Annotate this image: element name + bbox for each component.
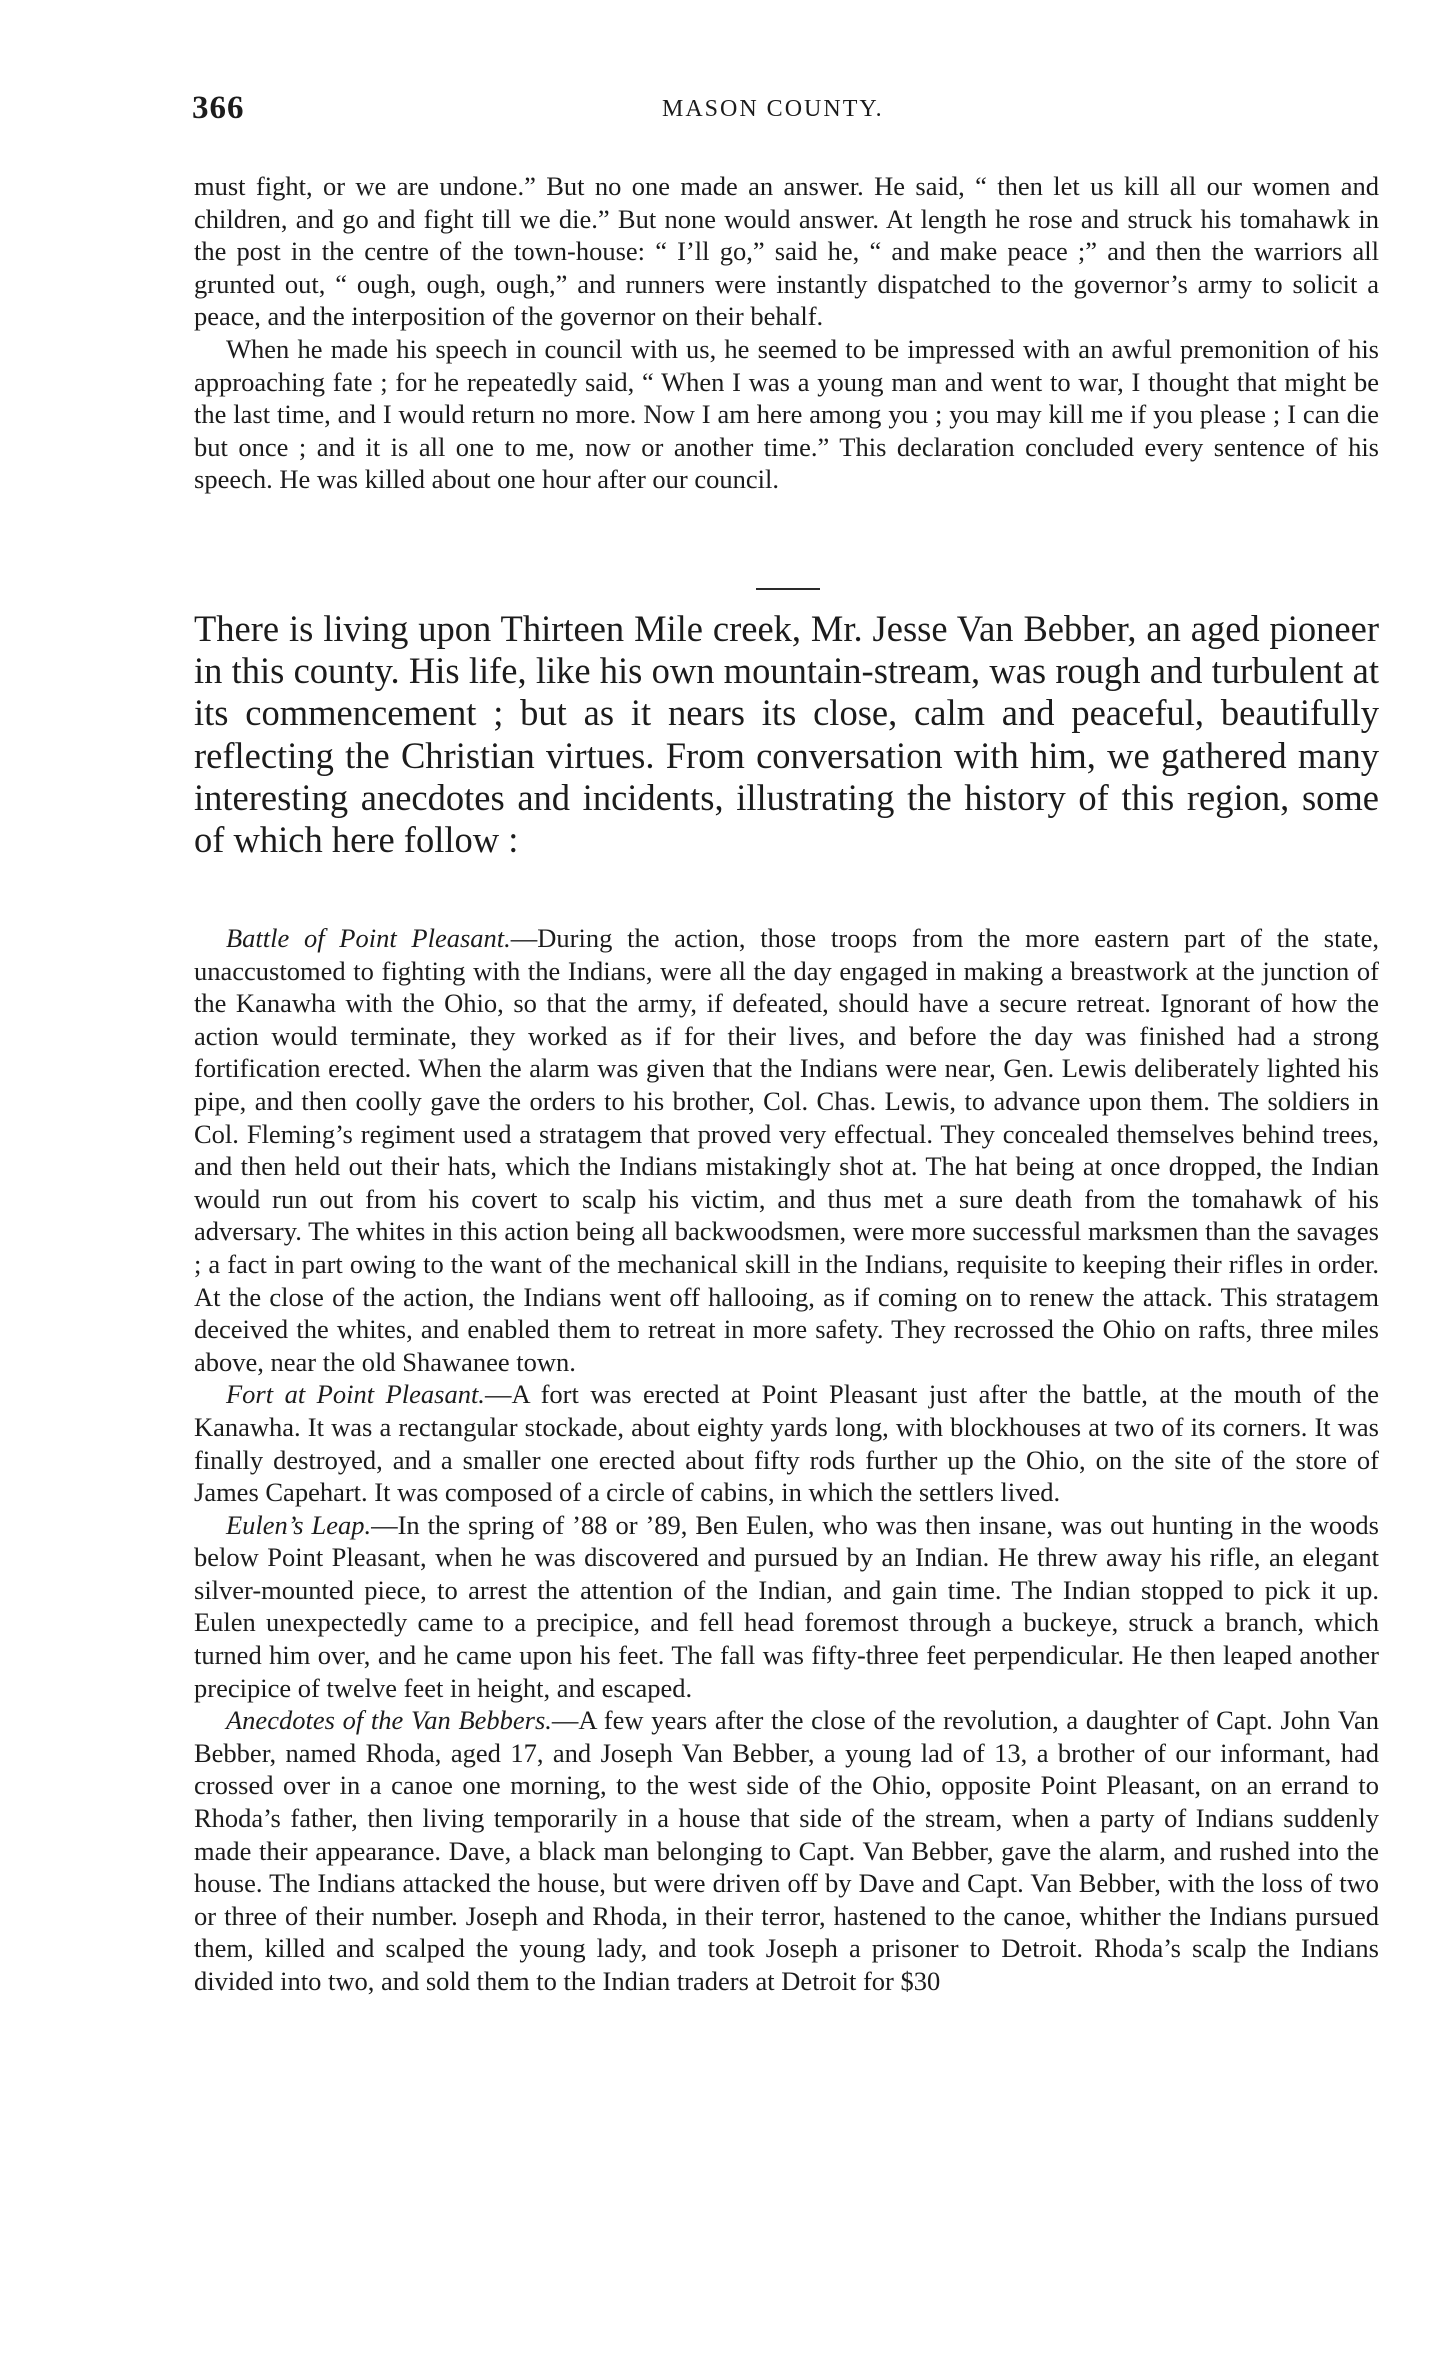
section-text: —In the spring of ’88 or ’89, Ben Eulen, who was then insane, was out hunting in the woods below Point Pleasant, when he was discovered and pursued by an Indian. He threw away his rifle, an elegant silver-mounted piece, to arrest the attention of the Indian, and gain time. The Indian stopped to pick it up. Eulen unexpectedly came to a precipice, and fell head foremost through a buckeye, struck a branch, which turned him over, and he came upon his feet. The fall was fifty-three feet perpendicular. He then leaped another precipice of twelve feet in height, and escaped. [194, 1509, 1379, 1703]
running-title: MASON COUNTY. [662, 96, 884, 122]
section-heading: Fort at Point Pleasant. [226, 1379, 485, 1410]
paragraph-continued: must fight, or we are undone.” But no one made an answer. He said, “ then let us kill all our women and children, and go and fight till we die.” But none would answer. At length he rose and struck his tomahawk in the post in the centre of the town-house: “ I’ll go,” said he, “ and make peace ;” and then the warriors all grunted out, “ ough, ough, ough,” and runners were instantly dispatched to the governor’s army to solicit a peace, and the interposition of the governor on their behalf. [194, 171, 1379, 332]
section-heading: Eulen’s Leap. [226, 1509, 372, 1540]
paragraph-speech: When he made his speech in council with us, he seemed to be impressed with an awful premonition of his approaching fate ; for he repeatedly said, “ When I was a young man and went to war, I thought that might be the last time, and I would return no more. Now I am here among you ; you may kill me if you please ; I can die but once ; and it is all one to me, now or another time.” This declaration concluded every sentence of his speech. He was killed about one hour after our council. [194, 333, 1379, 495]
section-text: —During the action, those troops from the more eastern part of the state, unaccustomed to fighting with the Indians, were all the day engaged in making a breastwork at the junction of the Kanawha with the Ohio, so that the army, if defeated, should have a secure retreat. Ignorant of how the action would terminate, they worked as if for their lives, and before the day was finished had a strong fortification erected. When the alarm was given that the Indians were near, Gen. Lewis deliberately lighted his pipe, and then coolly gave the orders to his brother, Col. Chas. Lewis, to advance upon them. The soldiers in Col. Fleming’s regiment used a stratagem that proved very effectual. They concealed themselves behind trees, and then held out their hats, which the Indians mistakingly shot at. The hat being at once dropped, the Indian would run out from his covert to scalp his victim, and thus met a sure death from the tomahawk of his adversary. The whites in this action being all backwoodsmen, were more successful marksmen than the savages ; a fact in part owing to the want of the mechanical skill in the Indians, requisite to keeping their rifles in order. At the close of the action, the Indians went off hallooing, as if coming on to renew the attack. This stratagem deceived the whites, and enabled them to retreat in more safety. They recrossed the Ohio on rafts, three miles above, near the old Shawanee town. [194, 923, 1379, 1377]
section-heading: Anecdotes of the Van Bebbers. [226, 1705, 552, 1736]
page-number: 366 [192, 90, 245, 126]
section-eulens-leap [194, 1509, 1379, 1705]
intro-paragraph: There is living upon Thirteen Mile creek, Mr. Jesse Van Bebber, an aged pioneer in this county. His life, like his own mountain-stream, was rough and turbulent at its commencement ; but as it nears its close, calm and peaceful, beautifully reflecting the Christian virtues. From conversation with him, we gathered many interesting anecdotes and incidents, illustrating the history of this region, some of which here follow : [194, 608, 1379, 861]
anecdotes-block [194, 922, 1379, 1998]
page-header [192, 90, 1382, 130]
section-text: —A fort was erected at Point Pleasant just after the battle, at the mouth of the Kanawha. It was a rectangular stockade, about eighty yards long, with blockhouses at two of its corners. It was finally destroyed, and a smaller one erected about fifty rods further up the Ohio, on the site of the store of James Capehart. It was composed of a circle of cabins, in which the settlers lived. [194, 1379, 1379, 1508]
section-battle [194, 922, 1379, 1378]
section-divider [756, 588, 820, 590]
section-fort [194, 1378, 1379, 1508]
top-text-block [194, 170, 1379, 496]
section-text: —A few years after the close of the revolution, a daughter of Capt. John Van Bebber, named Rhoda, aged 17, and Joseph Van Bebber, a young lad of 13, a brother of our informant, had crossed over in a canoe one morning, to the west side of the Ohio, opposite Point Pleasant, on an errand to Rhoda’s father, then living temporarily in a house that side of the stream, when a party of Indians suddenly made their appearance. Dave, a black man belonging to Capt. Van Bebber, gave the alarm, and rushed into the house. The Indians attacked the house, but were driven off by Dave and Capt. Van Bebber, with the loss of two or three of their number. Joseph and Rhoda, in their terror, hastened to the canoe, whither the Indians pursued them, killed and scalped the young lady, and took Joseph a prisoner to Detroit. Rhoda’s scalp the Indians divided into two, and sold them to the Indian traders at Detroit for $30 [194, 1705, 1379, 1996]
section-van-bebbers [194, 1704, 1379, 1997]
section-heading: Battle of Point Pleasant. [226, 923, 511, 953]
